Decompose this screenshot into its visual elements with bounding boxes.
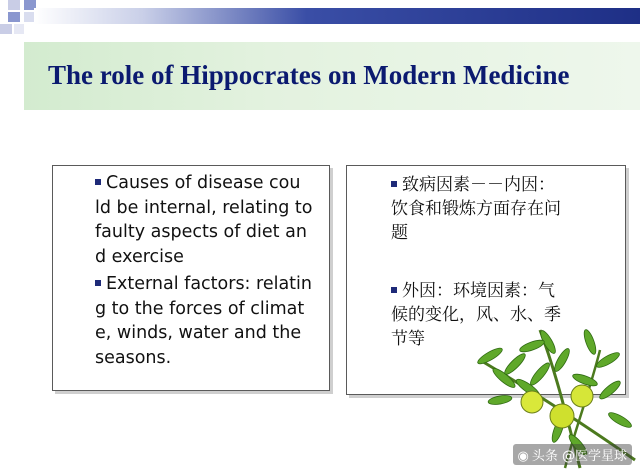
text-line: 题 — [391, 223, 408, 243]
text-line: g to the forces of climat — [95, 298, 305, 319]
bullet-square-icon — [95, 280, 101, 286]
text-line: d exercise — [95, 246, 184, 267]
text-line: 节等 — [391, 329, 425, 349]
text-line: External factors: relatin — [106, 274, 312, 294]
text-line: Causes of disease cou — [106, 173, 301, 193]
bullet-square-icon — [391, 181, 397, 187]
bullet-internal-causes-cn — [391, 173, 561, 245]
slide-title: The role of Hippocrates on Modern Medicine — [48, 60, 570, 90]
text-line: 外因：环境因素：气 — [402, 281, 555, 301]
bullet-square-icon — [391, 287, 397, 293]
english-text-box — [52, 165, 330, 391]
text-line: e, winds, water and the — [95, 323, 302, 343]
text-line: 候的变化，风、水、季 — [391, 305, 561, 325]
top-banner-bar — [34, 8, 640, 24]
bullet-square-icon — [95, 179, 101, 185]
text-line: faulty aspects of diet an — [95, 222, 307, 242]
bullet-internal-causes — [95, 171, 312, 269]
text-line: 饮食和锻炼方面存在问 — [391, 199, 561, 219]
text-line: seasons. — [95, 347, 172, 368]
source-watermark: ◉ 头条 @医学星球 — [513, 444, 632, 465]
eye-icon: ◉ — [517, 449, 529, 464]
bullet-external-factors — [95, 272, 312, 370]
text-line: ld be internal, relating to — [95, 197, 313, 218]
text-line: 致病因素－－内因： — [402, 175, 555, 195]
